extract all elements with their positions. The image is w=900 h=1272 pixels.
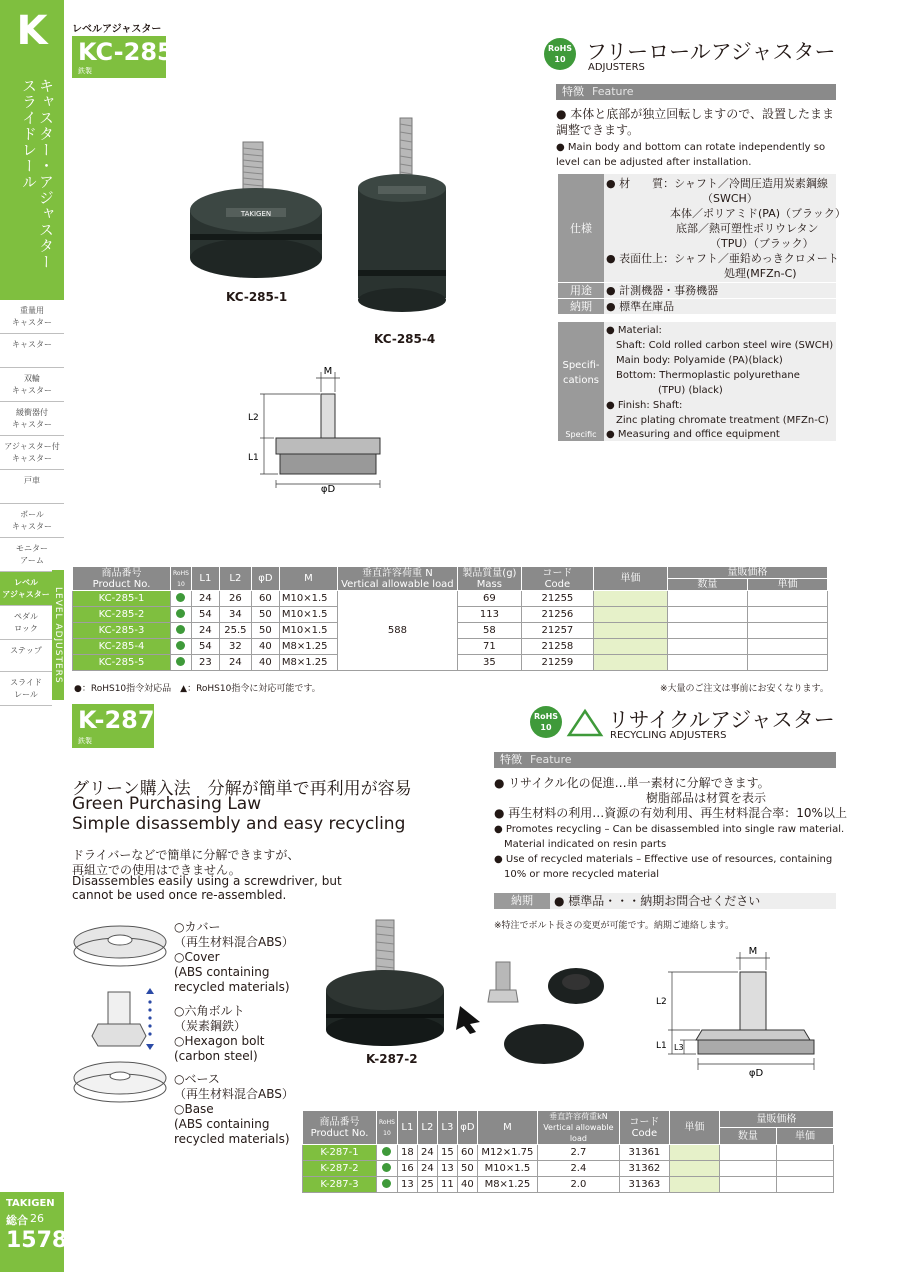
kc285-product-photos — [180, 110, 460, 350]
col-load — [537, 1111, 619, 1145]
col-l1: L1 — [191, 567, 219, 591]
rohs-compliant-icon — [382, 1163, 391, 1172]
dim-m-label: M — [748, 946, 758, 957]
col-l3: L3 — [437, 1111, 457, 1145]
table-cell: 32 — [219, 639, 251, 655]
part-line: recycled materials) — [174, 980, 290, 994]
sidebar-item-11[interactable]: スライド レール — [0, 672, 52, 706]
level-adjusters-tab: LEVEL ADJUSTERS — [52, 570, 64, 700]
model-number: KC-285 — [78, 38, 174, 66]
feature-en-1: ● Promotes recycling – Can be disassembled into single raw material. — [494, 824, 845, 835]
table-cell: 23 — [191, 655, 219, 671]
rohs-badge — [530, 706, 562, 738]
feature-en-1b: Material indicated on resin parts — [504, 839, 667, 850]
table-cell: 24 — [417, 1145, 437, 1161]
table-cell: 31363 — [619, 1177, 669, 1193]
headline-en-2: Simple disassembly and easy recycling — [72, 814, 406, 834]
spec-line: ● 材 質：シャフト／冷間圧造用炭素鋼線 — [606, 177, 828, 190]
part-line: （炭素鋼鉄） — [174, 1019, 247, 1033]
col-product-no — [73, 567, 171, 591]
dim-l2-label: L2 — [656, 997, 667, 1007]
table-cell: 13 — [437, 1161, 457, 1177]
k287-2-label: K-287-2 — [366, 1052, 418, 1066]
sidebar-item-1[interactable]: キャスター — [0, 334, 64, 368]
rohs-compliant-icon — [176, 625, 185, 634]
col-bulk-price: 単価 — [747, 579, 827, 591]
dim-d-label: φD — [748, 1068, 764, 1079]
table-cell: 21257 — [521, 623, 593, 639]
desc-jp-1: ドライバーなどで簡単に分解できますが、 — [72, 848, 300, 862]
col-code — [521, 567, 593, 591]
spec-line: (TPU) (black) — [658, 385, 723, 396]
spec-line: Main body: Polyamide (PA)(black) — [616, 355, 783, 366]
table-cell: 40 — [251, 639, 279, 655]
table-cell: 13 — [397, 1177, 417, 1193]
table-cell: 21256 — [521, 607, 593, 623]
table-cell: 71 — [457, 639, 521, 655]
table-cell — [593, 607, 667, 623]
dim-m-label: M — [323, 366, 333, 377]
sidebar-item-7[interactable]: モニター アーム — [0, 538, 64, 572]
table-row — [303, 1145, 834, 1161]
desc-en-1: Disassembles easily using a screwdriver, but — [72, 874, 342, 888]
col-m: M — [477, 1111, 537, 1145]
table-cell: 40 — [251, 655, 279, 671]
col-rohs — [377, 1111, 398, 1145]
rohs-label: RoHS — [547, 44, 573, 53]
hdr-text: コード Code — [542, 567, 573, 590]
sidebar-item-2[interactable]: 双輪 キャスター — [0, 368, 64, 402]
k287-product-table — [302, 1110, 834, 1193]
brand-name: TAKIGEN — [6, 1198, 55, 1209]
dim-l2-label: L2 — [248, 413, 259, 423]
col-bulk: 量販価格 — [667, 567, 827, 579]
table-cell: M8×1.25 — [477, 1177, 537, 1193]
table-cell: 24 — [219, 655, 251, 671]
rohs-note: ●：RoHS10指令対応品 ▲：RoHS10指令に対応可能です。 — [74, 684, 321, 694]
col-l2: L2 — [219, 567, 251, 591]
table-cell: 31362 — [619, 1161, 669, 1177]
table-cell: 69 — [457, 591, 521, 607]
table-cell — [171, 639, 192, 655]
table-cell — [667, 655, 747, 671]
table-cell: 58 — [457, 623, 521, 639]
use-label-en: Specific use — [558, 428, 604, 441]
use-text-en: ● Measuring and office equipment — [604, 428, 836, 441]
use-label-jp: 用途 — [558, 283, 604, 298]
table-cell — [593, 639, 667, 655]
table-cell: 113 — [457, 607, 521, 623]
table-cell: 2.4 — [537, 1161, 619, 1177]
rohs-compliant-icon — [176, 657, 185, 666]
desc-jp-2: 再組立での使用はできません。 — [72, 863, 241, 877]
part-line: ○Cover — [174, 950, 220, 964]
kc285-product-table — [72, 566, 828, 671]
part-base — [174, 1072, 294, 1147]
feature-text-jp: ● 本体と底部が独立回転しますので、設置したまま調整できます。 — [556, 107, 835, 137]
hdr-text: 製品質量(g) Mass — [462, 567, 517, 590]
table-cell: M10×1.5 — [279, 623, 337, 639]
rohs-number: 10 — [554, 55, 566, 64]
product-title-en: RECYCLING ADJUSTERS — [610, 730, 727, 741]
table-cell — [669, 1161, 719, 1177]
sidebar-item-8[interactable]: レベル アジャスター — [0, 572, 52, 606]
table-cell: 54 — [191, 607, 219, 623]
col-bulk-qty: 数量 — [719, 1128, 776, 1145]
table-row — [303, 1161, 834, 1177]
feature-en-2: ● Use of recycled materials – Effective use of resources, containing — [494, 854, 833, 865]
rohs-compliant-icon — [382, 1147, 391, 1156]
table-cell — [667, 591, 747, 607]
feature-label-en: Feature — [592, 85, 634, 98]
sidebar-item-6[interactable]: ボール キャスター — [0, 504, 64, 538]
spec-list-en — [604, 322, 836, 428]
k287-exploded-view — [68, 918, 172, 1134]
table-cell — [719, 1161, 776, 1177]
model-number: K-287 — [78, 706, 155, 734]
product-title-en: ADJUSTERS — [588, 62, 645, 73]
table-cell: M8×1.25 — [279, 655, 337, 671]
model-header-k287 — [72, 704, 154, 748]
table-cell: 34 — [219, 607, 251, 623]
table-cell: 2.0 — [537, 1177, 619, 1193]
table-cell: KC-285-1 — [73, 591, 171, 607]
k287-dimension-drawing — [654, 944, 834, 1080]
delivery-label: 納期 — [494, 893, 550, 909]
sidebar-header — [0, 0, 64, 300]
product-title-jp: リサイクルアジャスター — [608, 708, 835, 732]
col-mass — [457, 567, 521, 591]
table-cell: 21259 — [521, 655, 593, 671]
col-bulk-price: 単価 — [776, 1128, 833, 1145]
dim-l1-label: L1 — [656, 1041, 667, 1051]
spec-line: Zinc plating chromate treatment (MFZn-C) — [616, 415, 829, 426]
model-material: 鉄製 — [78, 737, 92, 745]
spec-line: 本体／ポリアミド(PA)（ブラック） — [670, 207, 846, 220]
table-cell — [719, 1145, 776, 1161]
page-number: 1578 — [6, 1228, 68, 1253]
section-category: キャスター・アジャスター スライドレール — [20, 78, 55, 270]
feature-label-jp: 特徴 — [500, 753, 522, 766]
table-cell: M12×1.75 — [477, 1145, 537, 1161]
col-price: 単価 — [669, 1111, 719, 1145]
col-rohs — [171, 567, 192, 591]
table-cell — [669, 1145, 719, 1161]
bolt-length-note: ※特注でボルト長さの変更が可能です。納期ご連絡します。 — [494, 921, 735, 931]
rohs-compliant-icon — [176, 593, 185, 602]
col-load — [337, 567, 457, 591]
delivery-text-jp: ● 標準在庫品 — [604, 299, 836, 314]
table-cell — [747, 607, 827, 623]
table-cell — [719, 1177, 776, 1193]
part-line: ○Hexagon bolt — [174, 1034, 265, 1048]
table-cell — [776, 1161, 833, 1177]
feature-jp-1: ● リサイクル化の促進…単一素材に分解できます。 — [494, 776, 770, 790]
kc285-1-label: KC-285-1 — [226, 290, 288, 304]
table-cell: 18 — [397, 1145, 417, 1161]
table-cell — [593, 623, 667, 639]
table-cell: KC-285-2 — [73, 607, 171, 623]
model-header-kc285 — [72, 36, 174, 78]
table-cell: 11 — [437, 1177, 457, 1193]
rohs-compliant-icon — [176, 609, 185, 618]
part-line: ○Base — [174, 1102, 214, 1116]
spec-line: （SWCH） — [702, 192, 758, 205]
table-cell: M8×1.25 — [279, 639, 337, 655]
spec-line: Shaft: Cold rolled carbon steel wire (SWCH) — [616, 340, 834, 351]
feature-bar — [494, 752, 836, 768]
feature-jp-1b: 樹脂部品は材質を表示 — [646, 791, 767, 805]
table-cell: 588 — [337, 591, 457, 671]
product-title-jp: フリーロールアジャスター — [586, 40, 836, 64]
table-cell: KC-285-5 — [73, 655, 171, 671]
part-line: ○カバー — [174, 920, 221, 934]
table-cell: 24 — [417, 1161, 437, 1177]
headline-jp: グリーン購入法 分解が簡単で再利用が容易 — [72, 779, 412, 799]
table-cell — [171, 607, 192, 623]
rohs-number: 10 — [540, 723, 552, 732]
part-line: (carbon steel) — [174, 1049, 258, 1063]
spec-line: （TPU）（ブラック） — [710, 237, 814, 250]
hdr-text: 垂直許容荷重kN Vertical allowable load — [543, 1112, 614, 1143]
rohs-compliant-icon — [176, 641, 185, 650]
table-cell: K-287-3 — [303, 1177, 377, 1193]
spec-line: 処理(MFZn-C) — [724, 267, 797, 280]
section-letter: K — [16, 8, 48, 54]
sidebar-item-5[interactable]: 戸車 — [0, 470, 64, 504]
col-l2: L2 — [417, 1111, 437, 1145]
table-cell — [776, 1177, 833, 1193]
table-cell: M10×1.5 — [477, 1161, 537, 1177]
table-cell: 40 — [457, 1177, 477, 1193]
catalog-name: 総合 — [6, 1214, 28, 1227]
rohs-compliant-icon — [382, 1179, 391, 1188]
table-cell: 25 — [417, 1177, 437, 1193]
col-code — [619, 1111, 669, 1145]
recycle-icon — [566, 708, 604, 738]
table-cell: 21255 — [521, 591, 593, 607]
rohs-label: RoHS — [533, 712, 559, 721]
spec-label-jp: 仕様 — [558, 174, 604, 282]
table-cell — [669, 1177, 719, 1193]
k287-2-photo — [320, 914, 496, 1064]
feature-label-en: Feature — [530, 753, 572, 766]
table-cell: K-287-2 — [303, 1161, 377, 1177]
table-cell — [593, 655, 667, 671]
part-line: (ABS containing — [174, 965, 270, 979]
bulk-note: ※大量のご注文は事前にお安くなります。 — [660, 684, 829, 694]
feature-bar — [556, 84, 836, 100]
table-cell: 60 — [457, 1145, 477, 1161]
table-cell: KC-285-4 — [73, 639, 171, 655]
feature-jp-2: ● 再生材料の利用…資源の有効利用、再生材料混合率：10%以上 — [494, 806, 847, 820]
k287-disassembled-photo — [486, 956, 646, 1076]
table-cell — [747, 591, 827, 607]
dim-l1-label: L1 — [248, 453, 259, 463]
table-cell: 35 — [457, 655, 521, 671]
sidebar-footer — [0, 1192, 68, 1272]
table-cell — [377, 1161, 398, 1177]
catalog-number: 26 — [30, 1212, 44, 1225]
table-cell — [593, 591, 667, 607]
feature-text-en: ● Main body and bottom can rotate independently so level can be adjusted after installation. — [556, 142, 826, 168]
model-material: 鉄製 — [78, 67, 92, 75]
table-cell: K-287-1 — [303, 1145, 377, 1161]
table-cell: 24 — [191, 623, 219, 639]
table-cell — [171, 623, 192, 639]
table-cell: 31361 — [619, 1145, 669, 1161]
delivery-text: ● 標準品・・・納期お問合せください — [550, 893, 836, 909]
table-cell: 50 — [251, 623, 279, 639]
table-cell: 24 — [191, 591, 219, 607]
delivery-label-jp: 納期 — [558, 299, 604, 314]
sidebar-item-3[interactable]: 緩衝器付 キャスター — [0, 402, 64, 436]
hdr-text: RoHS 10 — [379, 1118, 395, 1137]
spec-line: ● 表面仕上：シャフト／亜鉛めっきクロメート — [606, 252, 839, 265]
table-cell: M10×1.5 — [279, 591, 337, 607]
part-line: recycled materials) — [174, 1132, 290, 1146]
table-cell: KC-285-3 — [73, 623, 171, 639]
table-cell: 2.7 — [537, 1145, 619, 1161]
hdr-text: コード Code — [629, 1116, 660, 1139]
kc285-4-photo — [358, 118, 446, 312]
hdr-text: 商品番号 Product No. — [310, 1116, 369, 1139]
col-l1: L1 — [397, 1111, 417, 1145]
part-line: ○六角ボルト — [174, 1004, 245, 1018]
table-cell — [171, 591, 192, 607]
table-cell: 21258 — [521, 639, 593, 655]
spec-line: 底部／熱可塑性ポリウレタン — [676, 222, 819, 235]
sidebar-item-0[interactable]: 重量用 キャスター — [0, 300, 64, 334]
table-cell: 26 — [219, 591, 251, 607]
kc285-dimension-drawing — [246, 364, 396, 494]
table-cell — [776, 1145, 833, 1161]
spec-label-en: Specifi- cations — [558, 322, 604, 428]
table-cell — [747, 639, 827, 655]
table-row — [73, 591, 828, 607]
hdr-text: RoHS 10 — [173, 569, 189, 588]
desc-en-2: cannot be used once re-assembled. — [72, 888, 287, 902]
table-cell — [667, 607, 747, 623]
part-line: （再生材料混合ABS） — [174, 935, 294, 949]
part-line: (ABS containing — [174, 1117, 270, 1131]
hdr-text: 垂直許容荷重 N Vertical allowable load — [341, 567, 454, 590]
hdr-text: 商品番号 Product No. — [92, 567, 151, 590]
table-cell — [747, 655, 827, 671]
table-row — [303, 1177, 834, 1193]
spec-line: ● Material: — [606, 325, 662, 336]
col-d: φD — [457, 1111, 477, 1145]
table-cell — [171, 655, 192, 671]
sidebar-item-10[interactable]: ステップ — [0, 640, 52, 672]
col-bulk: 量販価格 — [719, 1111, 833, 1128]
spec-line: Bottom: Thermoplastic polyurethane — [616, 370, 800, 381]
sidebar-item-9[interactable]: ペダル ロック — [0, 606, 52, 640]
brand-on-part: TAKIGEN — [240, 210, 272, 218]
part-line: （再生材料混合ABS） — [174, 1087, 294, 1101]
kc285-1-photo — [190, 142, 322, 278]
col-d: φD — [251, 567, 279, 591]
table-cell — [747, 623, 827, 639]
part-bolt — [174, 1004, 265, 1064]
rohs-badge — [544, 38, 576, 70]
part-cover — [174, 920, 294, 995]
headline-en-1: Green Purchasing Law — [72, 794, 262, 814]
table-cell: 25.5 — [219, 623, 251, 639]
kc285-4-label: KC-285-4 — [374, 332, 436, 346]
table-cell: 50 — [251, 607, 279, 623]
dim-d-label: φD — [320, 484, 336, 494]
dim-l3-label: L3 — [674, 1043, 684, 1052]
table-cell — [667, 639, 747, 655]
sidebar-item-4[interactable]: アジャスター付 キャスター — [0, 436, 64, 470]
feature-en-2b: 10% or more recycled material — [504, 869, 660, 880]
table-cell: 60 — [251, 591, 279, 607]
col-price: 単価 — [593, 567, 667, 591]
use-text-jp: ● 計測機器・事務機器 — [604, 283, 836, 298]
table-cell: 50 — [457, 1161, 477, 1177]
table-cell — [667, 623, 747, 639]
col-m: M — [279, 567, 337, 591]
table-cell: 15 — [437, 1145, 457, 1161]
part-line: ○ベース — [174, 1072, 220, 1086]
table-cell — [377, 1145, 398, 1161]
table-cell: 54 — [191, 639, 219, 655]
table-cell: 16 — [397, 1161, 417, 1177]
col-bulk-qty: 数量 — [667, 579, 747, 591]
table-cell — [377, 1177, 398, 1193]
table-cell: M10×1.5 — [279, 607, 337, 623]
spec-list-jp — [604, 174, 846, 282]
col-product-no — [303, 1111, 377, 1145]
spec-line: ● Finish: Shaft: — [606, 400, 683, 411]
category-label: レベルアジャスター — [72, 24, 162, 35]
feature-label-jp: 特徴 — [562, 85, 584, 98]
sidebar — [0, 0, 68, 1272]
